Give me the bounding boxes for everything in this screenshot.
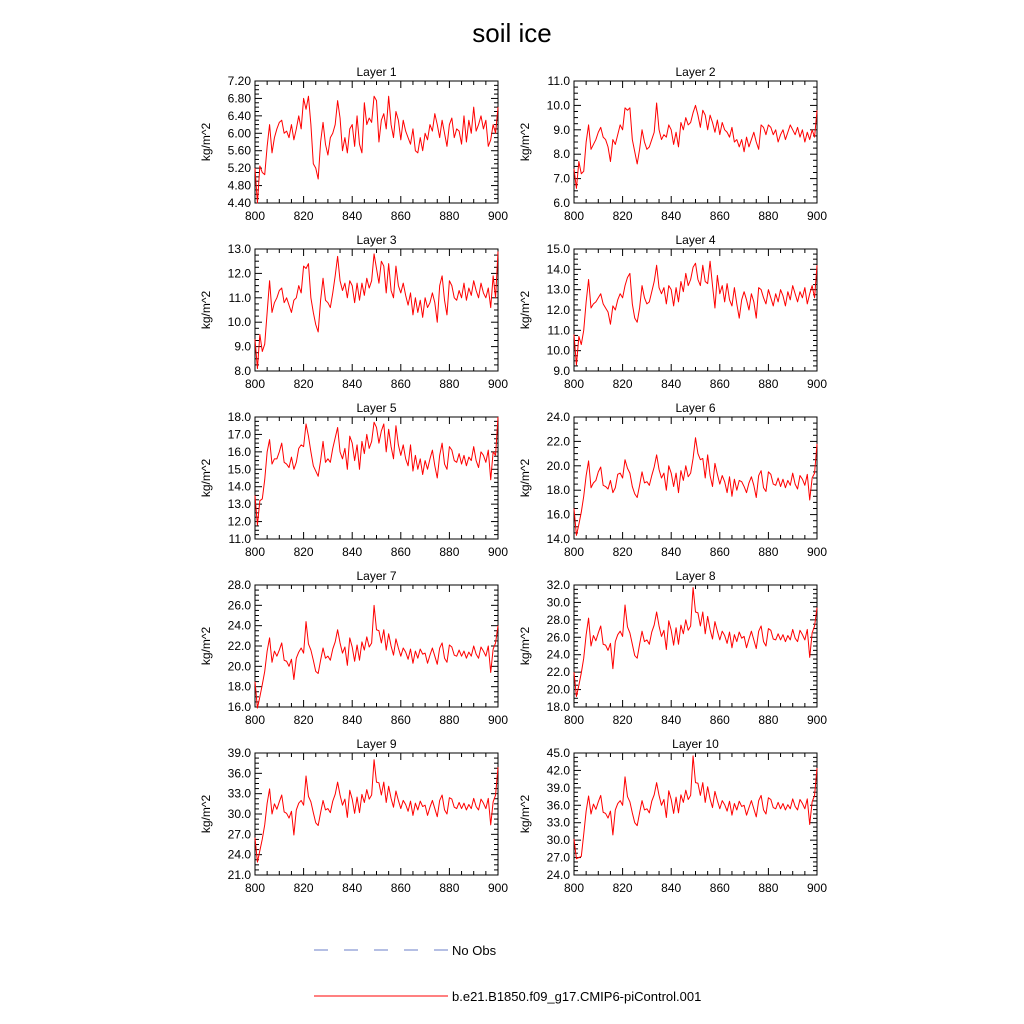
y-tick-label: 13.0 [546,282,570,297]
y-tick-label: 39.0 [546,780,570,795]
x-tick-label: 900 [487,209,509,223]
x-tick-label: 840 [661,881,682,895]
x-tick-label: 840 [342,881,363,895]
x-tick-label: 800 [563,881,585,895]
y-tick-label: 8.0 [553,147,570,162]
plot-frame [574,417,817,539]
x-tick-label: 880 [439,881,460,895]
y-tick-label: 20.0 [227,659,251,674]
series-line-layer-5 [255,417,498,525]
y-tick-label: 18.0 [227,410,251,424]
y-tick-label: 6.00 [227,126,251,141]
panel-layer-4 [518,233,827,391]
series-line-layer-7 [255,605,498,708]
panel-layer-2 [518,65,827,223]
x-tick-label: 840 [661,209,682,223]
y-tick-label: 30.0 [546,833,570,848]
panel-title-layer-6: Layer 6 [675,401,716,415]
y-tick-label: 20.0 [546,458,570,473]
y-tick-label: 30.0 [546,595,570,610]
y-tick-label: 4.80 [227,178,251,193]
x-tick-label: 880 [758,209,779,223]
panel-title-layer-7: Layer 7 [356,569,397,583]
y-tick-label: 12.0 [546,303,570,317]
y-axis-label: kg/m^2 [199,122,213,162]
x-tick-label: 840 [661,713,682,727]
y-axis-label: kg/m^2 [199,458,213,498]
y-tick-label: 39.0 [227,746,251,760]
y-tick-label: 11.0 [228,532,251,546]
panel-title-layer-8: Layer 8 [675,569,716,583]
x-tick-label: 820 [612,881,633,895]
x-tick-label: 840 [342,377,363,391]
panel-title-layer-5: Layer 5 [356,401,397,415]
x-tick-label: 820 [612,209,633,223]
x-tick-label: 800 [563,713,585,727]
x-tick-label: 900 [806,713,828,727]
series-line-layer-6 [574,438,817,536]
x-tick-label: 820 [293,209,314,223]
y-tick-label: 16.0 [227,444,251,459]
x-tick-label: 860 [709,713,730,727]
y-tick-label: 9.0 [234,339,251,354]
y-tick-label: 18.0 [546,700,570,714]
y-tick-label: 13.0 [227,242,251,256]
x-tick-label: 900 [806,209,828,223]
x-tick-label: 860 [390,377,411,391]
panel-layer-10 [518,737,827,895]
y-tick-label: 10.0 [227,315,251,330]
x-tick-label: 800 [563,545,585,559]
x-tick-label: 880 [439,209,460,223]
y-tick-label: 11.0 [547,74,570,88]
y-tick-label: 36.0 [546,798,570,813]
x-tick-label: 840 [342,209,363,223]
panel-title-layer-3: Layer 3 [356,233,397,247]
x-tick-label: 860 [390,713,411,727]
y-axis-label: kg/m^2 [518,626,532,666]
panels-grid [199,65,827,895]
y-tick-label: 22.0 [227,639,251,653]
plot-frame [255,417,498,539]
y-tick-label: 7.0 [553,171,570,186]
y-tick-label: 27.0 [227,827,251,842]
x-tick-label: 880 [758,545,779,559]
x-tick-label: 840 [661,545,682,559]
x-tick-label: 900 [806,545,828,559]
x-tick-label: 800 [244,545,266,559]
x-tick-label: 860 [390,545,411,559]
x-tick-label: 860 [390,881,411,895]
y-tick-label: 4.40 [227,196,251,210]
x-tick-label: 900 [806,881,828,895]
y-tick-label: 14.0 [546,532,570,546]
y-tick-label: 18.0 [227,679,251,694]
y-axis-label: kg/m^2 [199,290,213,330]
y-axis-label: kg/m^2 [518,458,532,498]
x-tick-label: 900 [487,377,509,391]
x-tick-label: 900 [806,377,828,391]
y-tick-label: 7.20 [227,74,251,88]
y-tick-label: 14.0 [227,479,251,494]
y-tick-label: 24.0 [546,410,570,424]
y-tick-label: 42.0 [546,763,570,778]
panel-layer-5 [199,401,508,559]
plot-frame [255,585,498,707]
series-line-layer-3 [255,251,498,368]
panel-layer-1 [199,65,508,223]
y-tick-label: 6.80 [227,91,251,106]
series-line-layer-8 [574,588,817,697]
panel-layer-3 [199,233,508,391]
y-tick-label: 22.0 [546,434,570,449]
x-tick-label: 880 [439,377,460,391]
series-line-layer-2 [574,103,817,188]
y-tick-label: 26.0 [227,598,251,613]
y-axis-label: kg/m^2 [518,122,532,162]
x-tick-label: 860 [390,209,411,223]
y-tick-label: 15.0 [546,242,570,256]
x-tick-label: 820 [293,377,314,391]
x-tick-label: 880 [758,713,779,727]
legend [314,943,701,1004]
y-tick-label: 21.0 [227,868,251,882]
y-tick-label: 33.0 [546,815,570,830]
y-tick-label: 18.0 [546,483,570,498]
x-tick-label: 800 [244,881,266,895]
x-tick-label: 800 [244,377,266,391]
x-tick-label: 800 [563,377,585,391]
y-tick-label: 11.0 [547,323,570,338]
panel-layer-7 [199,569,508,727]
y-tick-label: 5.60 [227,143,251,158]
y-tick-label: 24.0 [546,868,570,882]
y-tick-label: 8.0 [234,364,251,378]
panel-layer-6 [518,401,827,559]
y-tick-label: 5.20 [227,161,251,176]
x-tick-label: 880 [758,377,779,391]
x-tick-label: 880 [758,881,779,895]
y-tick-label: 36.0 [227,766,251,781]
y-tick-label: 17.0 [227,427,251,442]
y-tick-label: 12.0 [227,266,251,281]
y-tick-label: 9.0 [553,122,570,137]
x-tick-label: 860 [709,545,730,559]
panel-title-layer-1: Layer 1 [356,65,397,79]
panel-title-layer-4: Layer 4 [675,233,716,247]
y-tick-label: 24.0 [227,847,251,862]
y-tick-label: 12.0 [227,514,251,529]
x-tick-label: 900 [487,545,509,559]
y-tick-label: 22.0 [546,665,570,680]
y-tick-label: 28.0 [227,578,251,592]
x-tick-label: 880 [439,545,460,559]
plot-frame [574,81,817,203]
legend-label-model-run: b.e21.B1850.f09_g17.CMIP6-piControl.001 [452,989,702,1004]
series-line-layer-10 [574,756,817,859]
y-tick-label: 20.0 [546,682,570,697]
y-tick-label: 13.0 [227,497,251,512]
x-tick-label: 820 [612,713,633,727]
y-tick-label: 30.0 [227,807,251,821]
legend-label-no-obs: No Obs [452,943,497,958]
y-tick-label: 15.0 [227,462,251,477]
y-tick-label: 24.0 [546,647,570,662]
x-tick-label: 840 [661,377,682,391]
y-tick-label: 26.0 [546,630,570,645]
y-tick-label: 24.0 [227,618,251,633]
x-tick-label: 820 [293,881,314,895]
y-axis-label: kg/m^2 [518,794,532,834]
y-tick-label: 45.0 [546,746,570,760]
y-tick-label: 10.0 [546,98,570,113]
x-tick-label: 900 [487,713,509,727]
x-tick-label: 820 [612,377,633,391]
panel-layer-8 [518,569,827,727]
x-tick-label: 820 [293,713,314,727]
legend-entry-no-obs [314,943,497,958]
x-tick-label: 820 [293,545,314,559]
y-tick-label: 32.0 [546,578,570,592]
x-tick-label: 820 [612,545,633,559]
plot-frame [574,249,817,371]
y-tick-label: 33.0 [227,786,251,801]
x-tick-label: 900 [487,881,509,895]
series-line-layer-4 [574,261,817,365]
y-tick-label: 14.0 [546,262,570,277]
panel-title-layer-10: Layer 10 [672,737,719,751]
legend-entry-model-run [314,989,701,1004]
x-tick-label: 800 [244,713,266,727]
x-tick-label: 860 [709,209,730,223]
y-tick-label: 16.0 [227,700,251,714]
x-tick-label: 860 [709,377,730,391]
x-tick-label: 840 [342,713,363,727]
x-tick-label: 840 [342,545,363,559]
y-tick-label: 9.0 [553,364,570,378]
series-line-layer-1 [255,96,498,203]
x-tick-label: 800 [244,209,266,223]
y-tick-label: 6.40 [227,108,251,123]
x-tick-label: 880 [439,713,460,727]
y-axis-label: kg/m^2 [199,626,213,666]
y-tick-label: 27.0 [546,850,570,865]
chart-main-title: soil ice [472,18,552,48]
y-axis-label: kg/m^2 [518,290,532,330]
y-axis-label: kg/m^2 [199,794,213,834]
x-tick-label: 800 [563,209,585,223]
panel-title-layer-2: Layer 2 [675,65,716,79]
x-tick-label: 860 [709,881,730,895]
y-tick-label: 11.0 [228,290,251,305]
y-tick-label: 16.0 [546,507,570,522]
series-line-layer-9 [255,760,498,862]
panel-title-layer-9: Layer 9 [356,737,397,751]
y-tick-label: 6.0 [553,196,570,210]
panel-layer-9 [199,737,508,895]
y-tick-label: 28.0 [546,612,570,627]
y-tick-label: 10.0 [546,343,570,358]
